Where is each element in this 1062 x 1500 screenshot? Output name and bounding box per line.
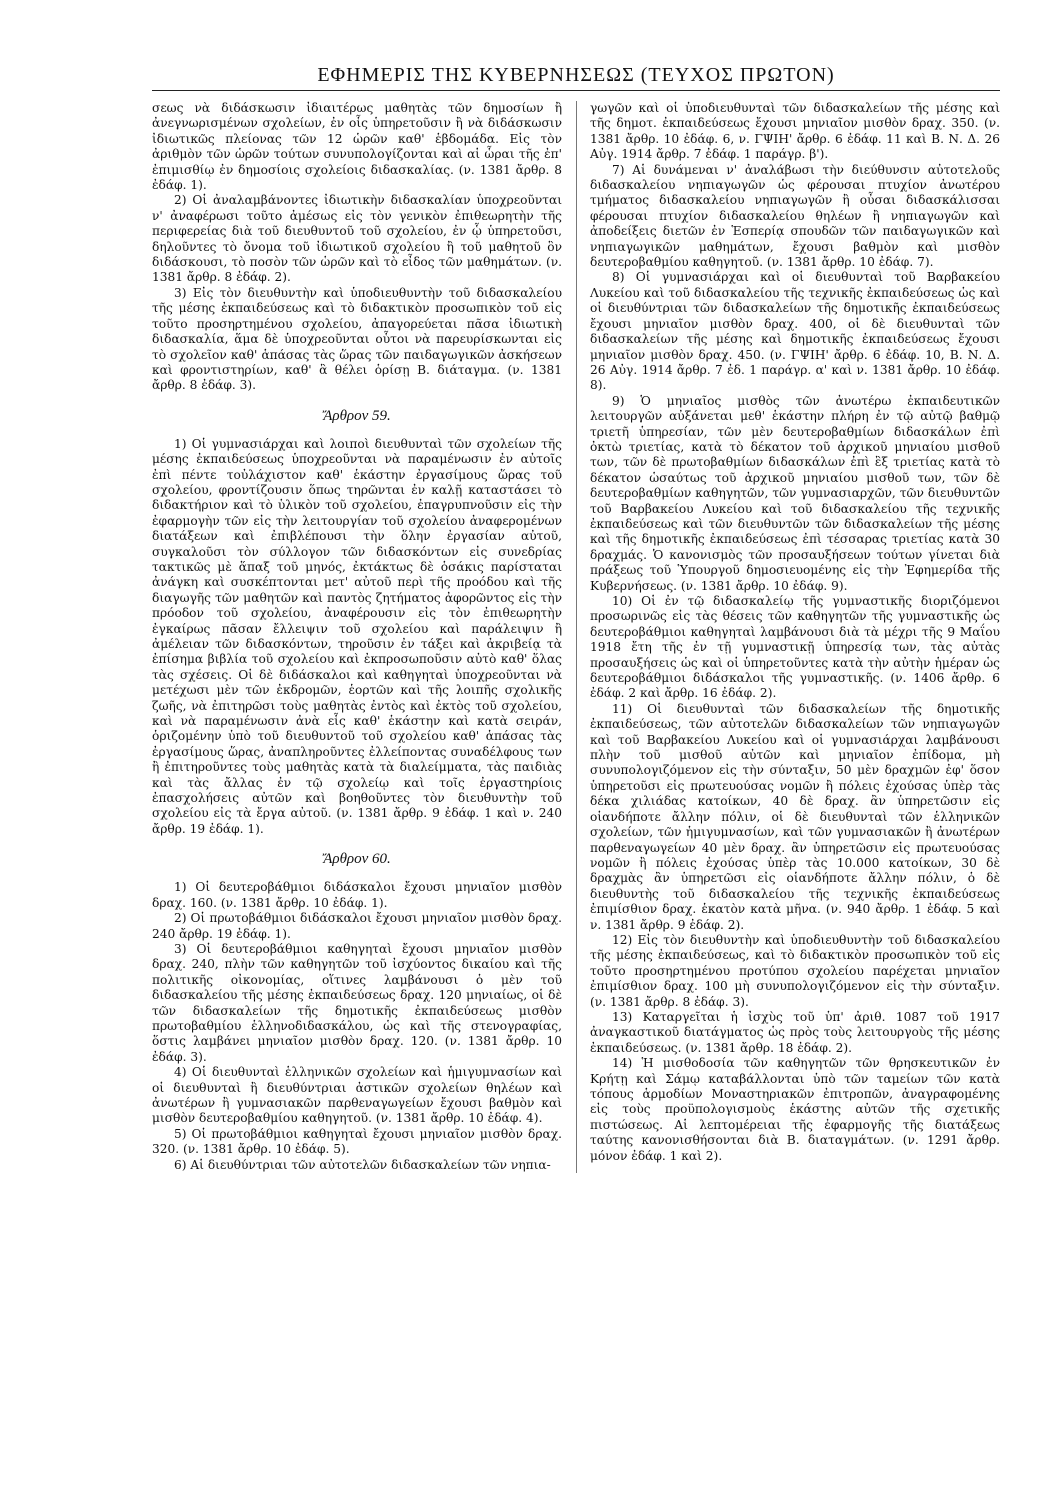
paragraph-13: 13) Καταργεῖται ἡ ἰσχὺς τοῦ ὑπ' ἀριθ. 1087 τοῦ 1917 ἀναγκαστικοῦ διατάγματος ὡς πρὸς τοὺς λειτουργοὺς τῆς μέσης ἐκπαιδεύσεως. (ν. 1381 ἄρθρ. 18 ἐδάφ. 2). xyxy=(590,1009,1000,1055)
article-59-heading: Ἄρθρον 59. xyxy=(323,407,391,424)
page-header: ΕΦΗΜΕΡΙΣ ΤΗΣ ΚΥΒΕΡΝΗΣΕΩΣ (ΤΕΥΧΟΣ ΠΡΩΤΟΝ) xyxy=(152,62,1000,91)
article-60-paragraph-2: 2) Οἱ πρωτοβάθμιοι διδάσκαλοι ἔχουσι μηνιαῖον μισθὸν δραχ. 240 ἄρθρ. 19 ἐδάφ. 1). xyxy=(152,911,562,941)
paragraph-continued: σεως νὰ διδάσκωσιν ἰδιαιτέρως μαθητὰς τῶν δημοσίων ἢ ἀνεγνωρισμένων σχολείων, ἐν οἷς ὑπηρετοῦσιν ἢ νὰ διδάσκωσιν ἰδιωτικῶς πλείονας τῶν 12 ὡρῶν καθ' ἑβδομάδα. Εἰς τὸν ἀριθμὸν τῶν ὡρῶν τούτων συνυπολογίζονται καὶ αἱ ὧραι τῆς ἐπ' ἐπιμισθίῳ ἐν δημοσίοις σχολείοις διδασκαλίας. (ν. 1381 ἄρθρ. 8 ἐδάφ. 1). xyxy=(152,101,562,193)
article-60-paragraph-1: 1) Οἱ δευτεροβάθμιοι διδάσκαλοι ἔχουσι μηνιαῖον μισθὸν δραχ. 160. (ν. 1381 ἄρθρ. 10 ἐδάφ. 1). xyxy=(152,880,562,910)
paragraph-9: 9) Ὁ μηνιαῖος μισθὸς τῶν ἀνωτέρω ἐκπαιδευτικῶν λειτουργῶν αὐξάνεται μεθ' ἑκάστην πλήρη ἐν τῷ αὐτῷ βαθμῷ τριετῆ ὑπηρεσίαν, τῶν μὲν δευτεροβαθμίων διδασκάλων ἐπὶ ὀκτὼ τριετίας, κατὰ τὸ δέκατον τοῦ ἀρχικοῦ μηνιαίου μισθοῦ των, τῶν δὲ πρωτοβαθμίων διδασκάλων ἐπὶ ἓξ τριετίας κατὰ τὸ δέκατον ὡσαύτως τοῦ ἀρχικοῦ μηνιαίου μισθοῦ των, τῶν δὲ δευτεροβαθμίων καθηγητῶν, τῶν γυμνασιαρχῶν, τῶν διευθυντῶν τοῦ Βαρβακείου Λυκείου καὶ τοῦ διδασκαλείου τῆς τεχνικῆς ἐκπαιδεύσεως καὶ τῶν διευθυντῶν τῶν διδασκαλείων τῆς μέσης καὶ τῆς δημοτικῆς ἐκπαιδεύσεως ἐπὶ τέσσαρας τριετίας κατὰ 30 δραχμάς. Ὁ κανονισμὸς τῶν προσαυξήσεων τούτων γίνεται διὰ πράξεως τοῦ Ὑπουργοῦ δημοσιευομένης εἰς τὴν Ἐφημερίδα τῆς Κυβερνήσεως. (ν. 1381 ἄρθρ. 10 ἐδάφ. 9). xyxy=(590,393,1000,593)
paragraph-8: 8) Οἱ γυμνασιάρχαι καὶ οἱ διευθυνταὶ τοῦ Βαρβακείου Λυκείου καὶ τοῦ διδασκαλείου τῆς τεχνικῆς ἐκπαιδεύσεως ὡς καὶ οἱ διευθύντριαι τῶν διδασκαλείων τῆς δημοτικῆς ἐκπαιδεύσεως ἔχουσι μηνιαῖον μισθὸν δραχ. 400, οἱ δὲ διευθυνταὶ τῶν διδασκαλείων τῆς μέσης καὶ δημοτικῆς ἐκπαιδεύσεως ἔχουσι μηνιαῖον μισθὸν δραχ. 450. (ν. ΓΨΙΗ' ἄρθρ. 6 ἐδάφ. 10, Β. Ν. Δ. 26 Αὐγ. 1914 ἄρθρ. 7 ἐδ. 1 παράγρ. α' καὶ ν. 1381 ἄρθρ. 10 ἐδάφ. 8). xyxy=(590,270,1000,393)
article-60-paragraph-3: 3) Οἱ δευτεροβάθμιοι καθηγηταὶ ἔχουσι μηνιαῖον μισθὸν δραχ. 240, πλὴν τῶν καθηγητῶν τοῦ ἰσχύοντος δικαίου καὶ τῆς πολιτικῆς οἰκονομίας, οἵτινες λαμβάνουσι ὁ μὲν τοῦ διδασκαλείου τῆς μέσης ἐκπαιδεύσεως δραχ. 120 μηνιαίως, οἱ δὲ τῶν διδασκαλείων τῆς δημοτικῆς ἐκπαιδεύσεως μισθὸν πρωτοβαθμίου ἑλληνοδιδασκάλου, ὡς καὶ τῆς στενογραφίας, ὅστις λαμβάνει μηνιαῖον μισθὸν δραχ. 120. (ν. 1381 ἄρθρ. 10 ἐδάφ. 3). xyxy=(152,941,562,1064)
paragraph-11: 11) Οἱ διευθυνταὶ τῶν διδασκαλείων τῆς δημοτικῆς ἐκπαιδεύσεως, τῶν αὐτοτελῶν διδασκαλείων τῶν νηπιαγωγῶν καὶ τοῦ Βαρβακείου Λυκείου καὶ οἱ γυμνασιάρχαι λαμβάνουσι πλὴν τοῦ μισθοῦ αὐτῶν καὶ μηνιαῖον ἐπίδομα, μὴ συνυπολογιζόμενον εἰς τὴν σύνταξιν, 50 μὲν δραχμῶν ἐφ' ὅσον ὑπηρετοῦσι εἰς πρωτευούσας νομῶν ἢ πόλεις ἐχούσας ὑπὲρ τὰς δέκα χιλιάδας κατοίκων, 40 δὲ δραχ. ἂν ὑπηρετῶσιν εἰς οἱανδήποτε ἄλλην πόλιν, οἱ δὲ διευθυνταὶ τῶν ἑλληνικῶν σχολείων, τῶν ἡμιγυμνασίων, καὶ τῶν γυμνασιακῶν ἢ ἀνωτέρων παρθεναγωγείων 40 μὲν δραχ. ἂν ὑπηρετῶσιν εἰς πρωτευούσας νομῶν ἢ πόλεις ἐχούσας ὑπὲρ τὰς 10.000 κατοίκων, 30 δὲ δραχμὰς ἂν ὑπηρετῶσι εἰς οἱανδήποτε ἄλλην πόλιν, ὁ δὲ διευθυντὴς τοῦ διδασκαλείου τῆς τεχνικῆς ἐκπαιδεύσεως ἐπιμίσθιον δραχ. ἑκατὸν κατὰ μῆνα. (ν. 940 ἄρθρ. 1 ἐδάφ. 5 καὶ ν. 1381 ἄρθρ. 9 ἐδάφ. 2). xyxy=(590,701,1000,932)
paragraph-12: 12) Εἰς τὸν διευθυντὴν καὶ ὑποδιευθυντὴν τοῦ διδασκαλείου τῆς μέσης ἐκπαιδεύσεως, καὶ τὸ διδακτικὸν προσωπικὸν τοῦ εἰς τοῦτο προσηρτημένου προτύπου σχολείου παρέχεται μηνιαῖον ἐπιμίσθιον δραχ. 100 μὴ συνυπολογιζόμενον εἰς τὴν σύνταξιν. (ν. 1381 ἄρθρ. 8 ἐδάφ. 3). xyxy=(590,932,1000,1009)
article-60-paragraph-4: 4) Οἱ διευθυνταὶ ἑλληνικῶν σχολείων καὶ ἡμιγυμνασίων καὶ οἱ διευθυνταὶ ἢ διευθύντριαι ἀστικῶν σχολείων θηλέων καὶ ἀνωτέρων ἢ γυμνασιακῶν παρθεναγωγείων ἔχουσι βαθμὸν καὶ μισθὸν δευτεροβαθμίου καθηγητοῦ. (ν. 1381 ἄρθρ. 10 ἐδάφ. 4). xyxy=(152,1065,562,1126)
article-60-paragraph-5: 5) Οἱ πρωτοβάθμιοι καθηγηταὶ ἔχουσι μηνιαῖον μισθὸν δραχ. 320. (ν. 1381 ἄρθρ. 10 ἐδάφ. 5). xyxy=(152,1126,562,1157)
right-column xyxy=(590,101,1000,1173)
paragraph-14: 14) Ἡ μισθοδοσία τῶν καθηγητῶν τῶν θρησκευτικῶν ἐν Κρήτῃ καὶ Σάμῳ καταβάλλονται ὑπὸ τῶν ταμείων τῶν κατὰ τόπους ἁρμοδίων Μοναστηριακῶν ἐπιτροπῶν, ἀναγραφομένης εἰς τοὺς προϋπολογισμοὺς ἑκάστης αὐτῶν τῆς σχετικῆς πιστώσεως. Αἱ λεπτομέρειαι τῆς ἐφαρμογῆς τῆς διατάξεως ταύτης κανονισθήσονται διὰ Β. διαταγμάτων. (ν. 1291 ἄρθρ. μόνον ἐδάφ. 1 καὶ 2). xyxy=(590,1056,1000,1163)
article-59-paragraph-1: 1) Οἱ γυμνασιάρχαι καὶ λοιποὶ διευθυνταὶ τῶν σχολείων τῆς μέσης ἐκπαιδεύσεως ὑποχρεοῦνται νὰ παραμένωσιν ἐν αὐτοῖς ἐπὶ πέντε τοὐλάχιστον καθ' ἑκάστην ἐργασίμους ὥρας τοῦ σχολείου, φροντίζουσιν ὅπως τηρῶνται ἐν καλῇ καταστάσει τὸ διδακτήριον καὶ τὸ ὑλικὸν τοῦ σχολείου, ἐπαγρυπνοῦσιν εἰς τὴν ἐφαρμογὴν τῶν εἰς τὴν λειτουργίαν τοῦ σχολείου ἀναφερομένων διατάξεων καὶ ἐπιβλέπουσι τὴν ὅλην ἐργασίαν αὐτοῦ, συγκαλοῦσι τὸν σύλλογον τῶν διδασκόντων εἰς συνεδρίας τακτικῶς μὲ ἅπαξ τοῦ μηνός, ἐκτάκτως δὲ ὁσάκις παρίσταται ἀνάγκη καὶ συσκέπτονται μετ' αὐτοῦ περὶ τῆς προόδου καὶ τῆς διαγωγῆς τῶν μαθητῶν καὶ παντὸς ζητήματος ἀφορῶντος εἰς τὴν πρόοδον τοῦ σχολείου, ἀναφέρουσιν εἰς τὸν ἐπιθεωρητὴν ἐγκαίρως πᾶσαν ἔλλειψιν τοῦ σχολείου καὶ παράλειψιν ἢ ἀμέλειαν τῶν διδασκόντων, τηροῦσιν ἐν τάξει καὶ ἀκριβείᾳ τὰ ἐπίσημα βιβλία τοῦ σχολείου καὶ ἐκπροσωποῦσιν αὐτὸ καθ' ὅλας τὰς σχέσεις. Οἱ δὲ διδάσκαλοι καὶ καθηγηταὶ ὑποχρεοῦνται νὰ μετέχωσι μὲν τῶν ἐκδρομῶν, ἑορτῶν καὶ τῆς λοιπῆς σχολικῆς ζωῆς, νὰ ἐπιτηρῶσι τοὺς μαθητὰς ἐντὸς καὶ ἐκτὸς τοῦ σχολείου, καὶ νὰ παραμένωσιν ἀνὰ εἷς καθ' ἑκάστην καὶ κατὰ σειράν, ὁριζομένην ὑπὸ τοῦ διευθυντοῦ τοῦ σχολείου καθ' ἁπάσας τὰς ἐργασίμους ὥρας, ἀναπληροῦντες ἐλλείποντας συναδέλφους των ἢ ἐπιτηροῦντες τοὺς μαθητὰς κατὰ τὰ διαλείμματα, τὰς παιδιὰς καὶ τὰς ἄλλας ἐν τῷ σχολείῳ καὶ τοῖς ἐργαστηρίοις ἐπασχολήσεις αὐτῶν καὶ βοηθοῦντες τὸν διευθυντὴν τοῦ σχολείου εἰς τὰ ἔργα αὐτοῦ. (ν. 1381 ἄρθρ. 9 ἐδάφ. 1 καὶ ν. 240 ἄρθρ. 19 ἐδάφ. 1). xyxy=(152,436,562,836)
paragraph-10: 10) Οἱ ἐν τῷ διδασκαλείῳ τῆς γυμναστικῆς διοριζόμενοι προσωρινῶς εἰς τὰς θέσεις τῶν καθηγητῶν τῆς γυμναστικῆς ὡς δευτεροβάθμιοι καθηγηταὶ λαμβάνουσι διὰ τὰ μέχρι τῆς 9 Μαΐου 1918 ἔτη τῆς ἐν τῇ γυμναστικῇ ὑπηρεσίᾳ των, τὰς αὐτὰς προσαυξήσεις ὡς καὶ οἱ ὑπηρετοῦντες κατὰ τὴν αὐτὴν ἡμέραν ὡς δευτεροβάθμιοι διδάσκαλοι τῆς γυμναστικῆς. (ν. 1406 ἄρθρ. 6 ἐδάφ. 2 καὶ ἄρθρ. 16 ἐδάφ. 2). xyxy=(590,594,1000,701)
paragraph-continued-right: γωγῶν καὶ οἱ ὑποδιευθυνταὶ τῶν διδασκαλείων τῆς μέσης καὶ τῆς δημοτ. ἐκπαιδεύσεως ἔχουσι μηνιαῖον μισθὸν δραχ. 350. (ν. 1381 ἄρθρ. 10 ἐδάφ. 6, ν. ΓΨΙΗ' ἄρθρ. 6 ἐδάφ. 11 καὶ Β. Ν. Δ. 26 Αὐγ. 1914 ἄρθρ. 7 ἐδάφ. 1 παράγρ. β'). xyxy=(590,101,1000,162)
left-column xyxy=(152,101,562,1173)
two-column-body xyxy=(152,101,1000,1173)
paragraph-7: 7) Αἱ δυνάμεναι ν' ἀναλάβωσι τὴν διεύθυνσιν αὐτοτελοῦς διδασκαλείου νηπιαγωγῶν ὡς φέρουσαι πτυχίον ἀνωτέρου τμήματος διδασκαλείου νηπιαγωγῶν ἢ οὖσαι διδασκάλισσαι φέρουσαι πτυχίον διδασκαλείου θηλέων ἢ νηπιαγωγῶν καὶ ἀποδείξεις διετῶν ἐν Ἑσπερίᾳ σπουδῶν τῶν παιδαγωγικῶν καὶ νηπιαγωγικῶν μαθημάτων, ἔχουσι βαθμὸν καὶ μισθὸν δευτεροβαθμίου καθηγητοῦ. (ν. 1381 ἄρθρ. 10 ἐδάφ. 7). xyxy=(590,162,1000,270)
article-60-paragraph-6: 6) Αἱ διευθύντριαι τῶν αὐτοτελῶν διδασκαλείων τῶν νηπια- xyxy=(174,1157,551,1172)
paragraph-3: 3) Εἰς τὸν διευθυντὴν καὶ ὑποδιευθυντὴν τοῦ διδασκαλείου τῆς μέσης ἐκπαιδεύσεως καὶ τὸ διδακτικὸν προσωπικὸν τοῦ εἰς τοῦτο προσηρτημένου σχολείου, ἀπαγορεύεται πᾶσα ἰδιωτικὴ διδασκαλία, ἅμα δὲ ὑποχρεοῦνται οὗτοι νὰ παρευρίσκωνται εἰς τὸ σχολεῖον καθ' ἁπάσας τὰς ὥρας τῶν παιδαγωγικῶν ἀσκήσεων καὶ φροντιστηρίων, καθ' ἃ θέλει ὁρίσῃ Β. διάταγμα. (ν. 1381 ἄρθρ. 8 ἐδάφ. 3). xyxy=(152,285,562,393)
paragraph-2: 2) Οἱ ἀναλαμβάνοντες ἰδιωτικὴν διδασκαλίαν ὑποχρεοῦνται ν' ἀναφέρωσι τοῦτο ἀμέσως εἰς τὸν γενικὸν ἐπιθεωρητὴν τῆς περιφερείας διὰ τοῦ διευθυντοῦ τοῦ σχολείου, ἐν ᾧ ὑπηρετοῦσι, δηλοῦντες τὸ ὄνομα τοῦ ἰδιωτικοῦ σχολείου ἢ τοῦ μαθητοῦ ὃν διδάσκουσι, τὸ ποσὸν τῶν ὡρῶν καὶ τὸ εἶδος τῶν μαθημάτων. (ν. 1381 ἄρθρ. 8 ἐδάφ. 2). xyxy=(152,193,562,285)
column-divider xyxy=(576,101,577,1173)
article-60-heading: Ἄρθρον 60. xyxy=(323,851,391,868)
